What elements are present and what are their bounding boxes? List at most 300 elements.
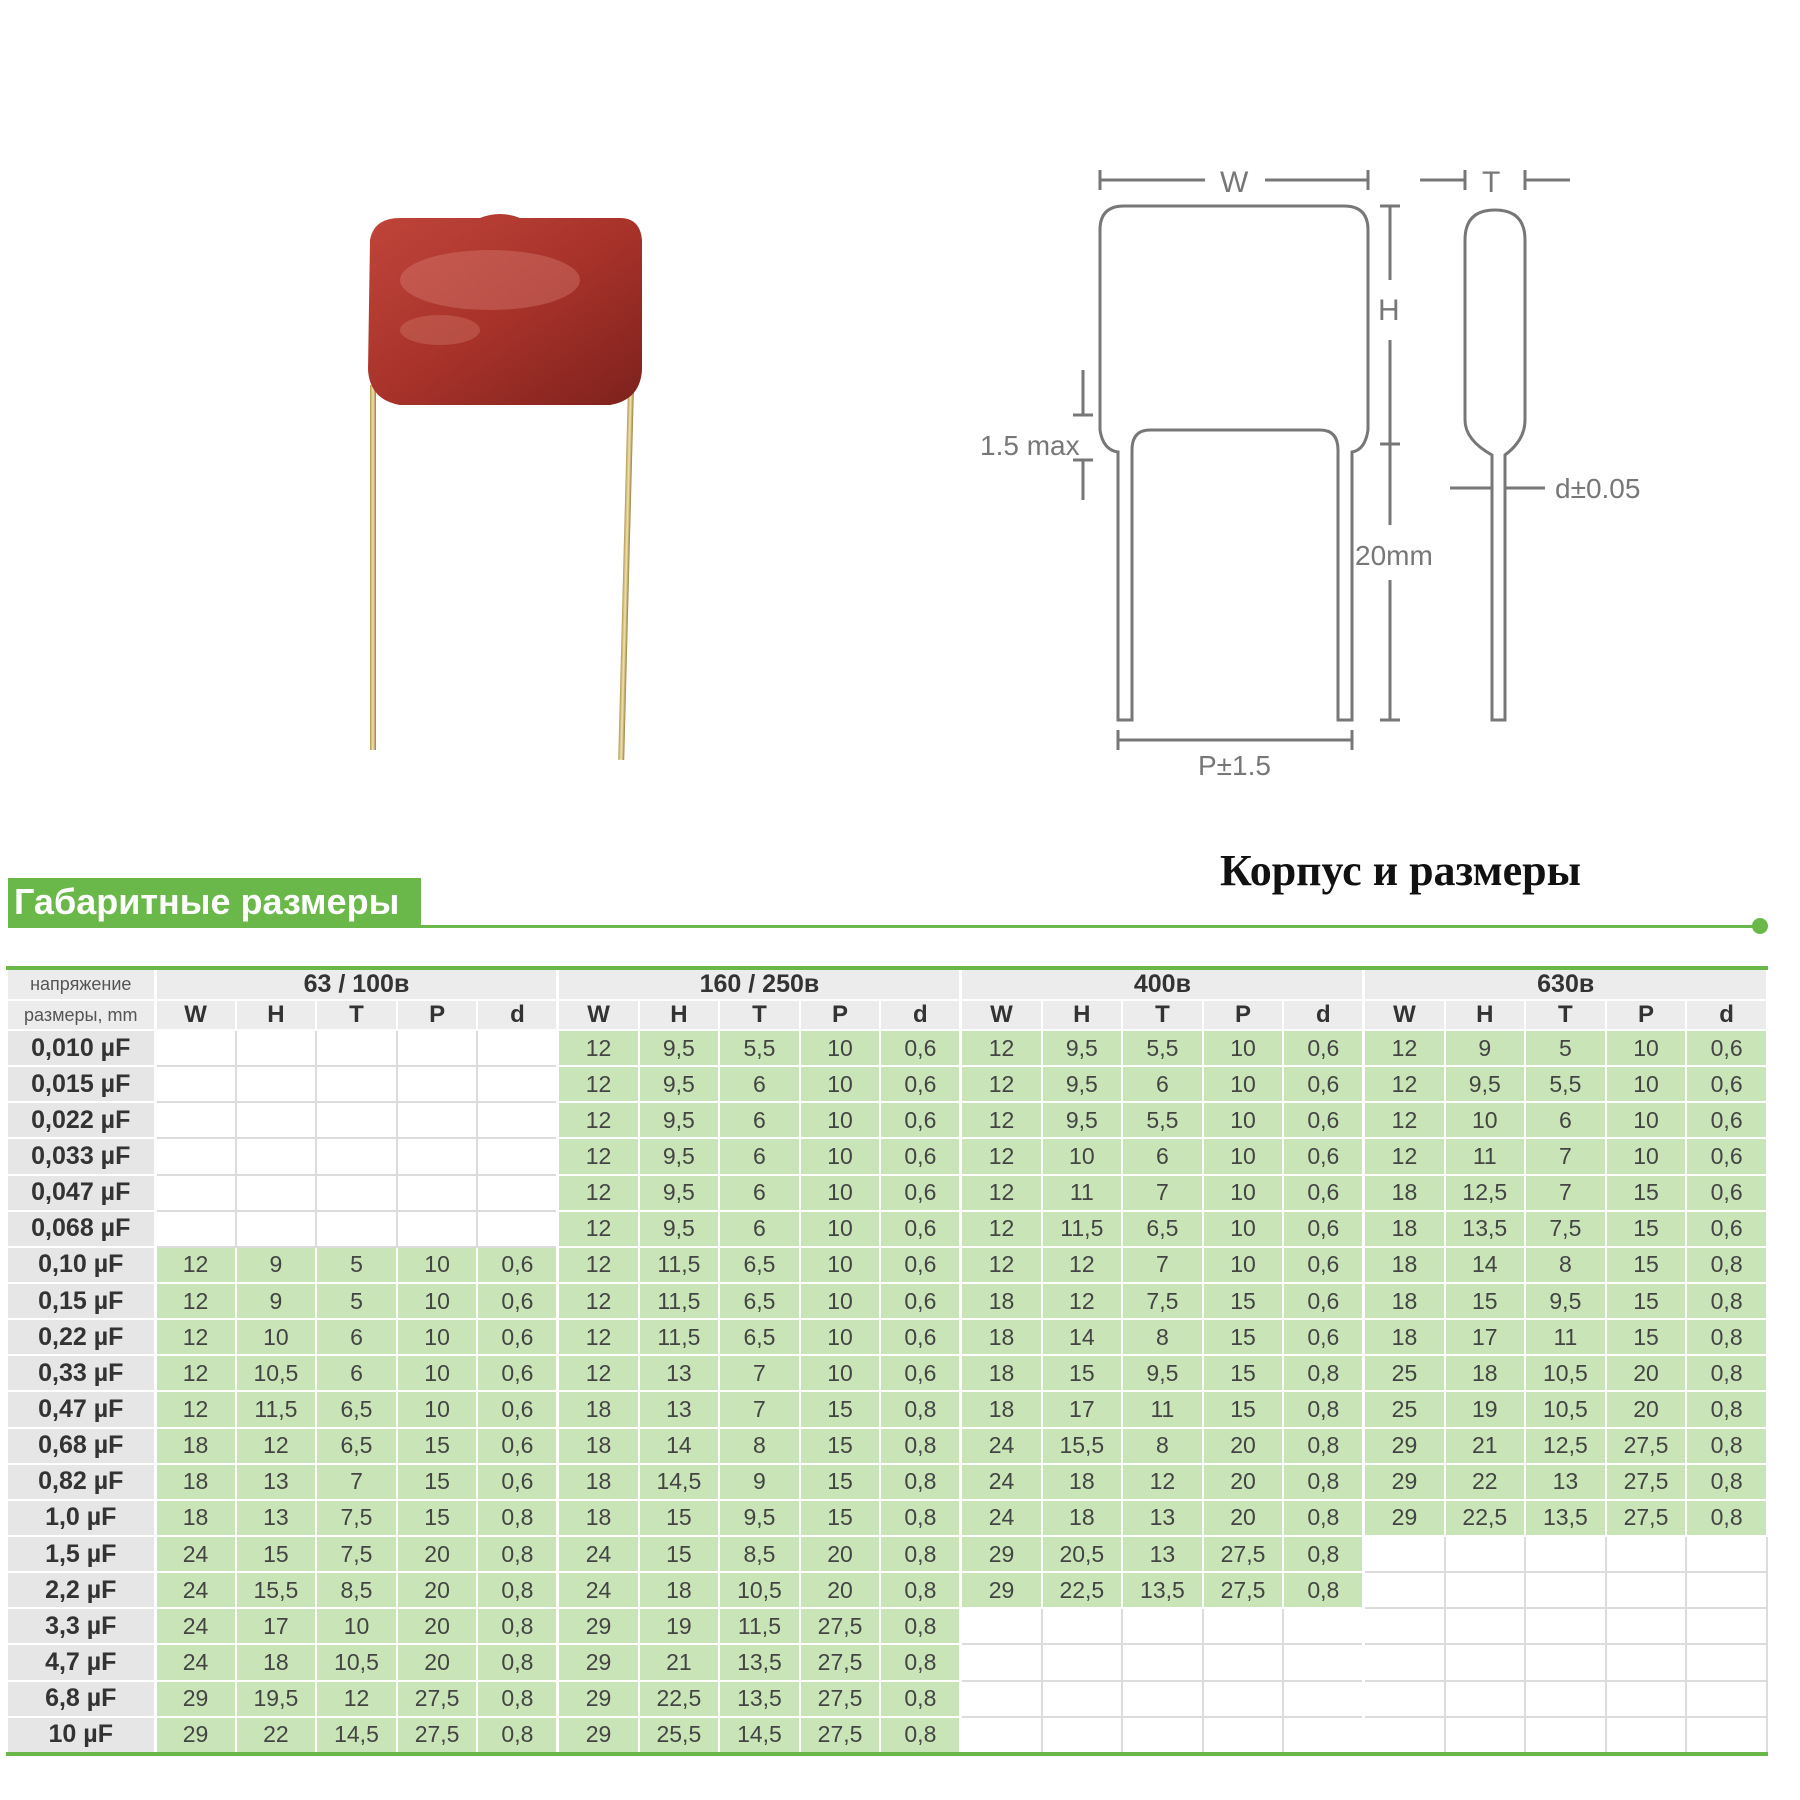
dimension-cell: 12 — [961, 1138, 1042, 1174]
dimension-cell: 18 — [1364, 1319, 1445, 1355]
dimension-cell: 9,5 — [639, 1211, 720, 1247]
dimension-cell — [1203, 1644, 1284, 1680]
dimension-header: T — [1525, 1000, 1606, 1030]
voltage-group-header: 630в — [1364, 968, 1767, 1000]
dimension-cell: 27,5 — [800, 1608, 881, 1644]
capacitance-cell: 0,022 µF — [7, 1102, 155, 1138]
dimension-cell: 10 — [397, 1319, 478, 1355]
size-label: размеры, mm — [7, 1000, 155, 1030]
dimension-cell: 12 — [961, 1030, 1042, 1066]
dimension-cell — [961, 1608, 1042, 1644]
dimension-cell: 10,5 — [719, 1572, 800, 1608]
dimension-cell: 12 — [1042, 1247, 1123, 1283]
dimension-header-row — [7, 1000, 1767, 1030]
dimension-cell: 12 — [1364, 1138, 1445, 1174]
capacitance-cell: 6,8 µF — [7, 1681, 155, 1717]
dimension-cell — [1042, 1717, 1123, 1754]
dimension-cell: 15 — [1606, 1211, 1687, 1247]
dimension-cell: 12 — [961, 1066, 1042, 1102]
dimension-cell: 20 — [1203, 1428, 1284, 1464]
dimension-header: T — [316, 1000, 397, 1030]
capacitance-cell: 4,7 µF — [7, 1644, 155, 1680]
dimension-cell: 8 — [1122, 1428, 1203, 1464]
dimension-cell — [397, 1211, 478, 1247]
dimension-cell: 6,5 — [719, 1283, 800, 1319]
dimension-drawing — [960, 170, 1740, 830]
table-row — [7, 1536, 1767, 1572]
capacitance-cell: 0,68 µF — [7, 1428, 155, 1464]
dimension-cell: 13,5 — [1122, 1572, 1203, 1608]
dimension-header: W — [558, 1000, 639, 1030]
dimension-cell: 10 — [800, 1247, 881, 1283]
dimension-cell: 12 — [558, 1102, 639, 1138]
dimension-cell: 11 — [1445, 1138, 1526, 1174]
dimension-cell: 10 — [1445, 1102, 1526, 1138]
capacitance-cell: 2,2 µF — [7, 1572, 155, 1608]
dimension-cell: 10 — [1203, 1211, 1284, 1247]
dimension-cell — [155, 1066, 236, 1102]
dimension-cell: 15,5 — [236, 1572, 317, 1608]
capacitor-photo — [340, 210, 680, 770]
dimension-cell: 27,5 — [1606, 1500, 1687, 1536]
dimension-cell: 20 — [397, 1572, 478, 1608]
divider-dot — [1752, 918, 1768, 934]
dimension-cell: 10 — [800, 1102, 881, 1138]
dimension-header: d — [1283, 1000, 1364, 1030]
capacitance-cell: 3,3 µF — [7, 1608, 155, 1644]
dimension-cell: 11,5 — [639, 1247, 720, 1283]
dimension-cell — [1283, 1644, 1364, 1680]
dimension-cell: 24 — [155, 1644, 236, 1680]
dimension-cell: 6 — [719, 1211, 800, 1247]
dimension-cell: 6,5 — [316, 1391, 397, 1427]
dimension-cell: 8 — [1122, 1319, 1203, 1355]
dimension-cell: 12 — [155, 1355, 236, 1391]
voltage-label: напряжение — [7, 968, 155, 1000]
table-row — [7, 1608, 1767, 1644]
dimension-cell — [1364, 1572, 1445, 1608]
dimension-cell: 9 — [1445, 1030, 1526, 1066]
dimension-cell: 6 — [719, 1102, 800, 1138]
dimension-cell: 15 — [1203, 1355, 1284, 1391]
dimension-cell: 15 — [397, 1464, 478, 1500]
dimension-cell: 0,8 — [880, 1572, 961, 1608]
dimension-cell — [1686, 1681, 1767, 1717]
dimension-cell — [477, 1211, 558, 1247]
dimension-cell: 10 — [397, 1355, 478, 1391]
table-row — [7, 1175, 1767, 1211]
dimension-cell — [316, 1175, 397, 1211]
dimension-cell: 20 — [1203, 1500, 1284, 1536]
dimension-cell: 12 — [558, 1175, 639, 1211]
dimension-cell: 13,5 — [719, 1644, 800, 1680]
dimension-cell — [1525, 1717, 1606, 1754]
dimension-header: P — [397, 1000, 478, 1030]
dimension-cell: 0,8 — [1283, 1500, 1364, 1536]
dimension-cell: 9,5 — [1042, 1066, 1123, 1102]
dimension-cell: 5 — [316, 1283, 397, 1319]
dimension-header: W — [1364, 1000, 1445, 1030]
table-row — [7, 1030, 1767, 1066]
dimension-cell: 29 — [558, 1681, 639, 1717]
dimension-cell: 12 — [155, 1319, 236, 1355]
dimension-cell — [1445, 1608, 1526, 1644]
dimension-cell: 9,5 — [1042, 1102, 1123, 1138]
table-row — [7, 1138, 1767, 1174]
dimension-cell — [1122, 1717, 1203, 1754]
dimension-cell: 20 — [800, 1536, 881, 1572]
dimension-cell: 7,5 — [316, 1500, 397, 1536]
dimension-cell — [1686, 1717, 1767, 1754]
dimension-cell — [397, 1030, 478, 1066]
dimension-cell: 10 — [316, 1608, 397, 1644]
dimension-cell: 15 — [639, 1536, 720, 1572]
dimension-cell: 27,5 — [397, 1717, 478, 1754]
dimension-cell: 15 — [800, 1391, 881, 1427]
dimension-cell: 18 — [961, 1283, 1042, 1319]
dimension-cell: 0,8 — [477, 1608, 558, 1644]
dimension-cell — [1203, 1608, 1284, 1644]
section-title: Габаритные размеры — [8, 878, 421, 926]
dimension-cell: 15 — [1445, 1283, 1526, 1319]
dimension-cell: 15 — [1203, 1391, 1284, 1427]
dimension-cell: 12 — [1364, 1030, 1445, 1066]
dimension-cell — [961, 1717, 1042, 1754]
dimension-cell: 0,6 — [477, 1428, 558, 1464]
dimension-cell: 24 — [155, 1572, 236, 1608]
dimension-cell: 15 — [1606, 1247, 1687, 1283]
dimension-cell: 12 — [1122, 1464, 1203, 1500]
lead-gap-label: 1.5 max — [980, 430, 1080, 461]
capacitance-cell: 0,010 µF — [7, 1030, 155, 1066]
dimension-cell: 10 — [1203, 1247, 1284, 1283]
dimension-cell — [1525, 1572, 1606, 1608]
dimension-cell: 20 — [397, 1608, 478, 1644]
dimension-cell: 0,8 — [880, 1500, 961, 1536]
dimension-cell: 15 — [1203, 1319, 1284, 1355]
dimension-cell: 27,5 — [800, 1644, 881, 1680]
dimension-cell: 15 — [397, 1428, 478, 1464]
dimension-header: P — [1606, 1000, 1687, 1030]
dimension-cell: 0,6 — [477, 1355, 558, 1391]
capacitance-cell: 1,0 µF — [7, 1500, 155, 1536]
table-row — [7, 1428, 1767, 1464]
table-row — [7, 1211, 1767, 1247]
dimension-cell: 15 — [1203, 1283, 1284, 1319]
dimension-cell: 0,8 — [477, 1536, 558, 1572]
h-label: H — [1378, 294, 1400, 327]
dimension-cell: 18 — [155, 1500, 236, 1536]
dimension-cell: 18 — [1364, 1175, 1445, 1211]
dimension-cell — [1606, 1681, 1687, 1717]
dimension-cell: 15 — [800, 1500, 881, 1536]
dimension-cell — [1525, 1644, 1606, 1680]
dimension-cell: 5,5 — [719, 1030, 800, 1066]
dimension-cell: 0,8 — [1686, 1319, 1767, 1355]
dimension-cell: 0,6 — [880, 1247, 961, 1283]
dimension-cell — [155, 1138, 236, 1174]
dimension-cell: 10 — [800, 1175, 881, 1211]
dimension-cell: 18 — [961, 1355, 1042, 1391]
dimension-cell — [477, 1138, 558, 1174]
dimension-cell: 14 — [1042, 1319, 1123, 1355]
dimension-cell: 24 — [558, 1536, 639, 1572]
dimension-cell — [236, 1138, 317, 1174]
dimension-cell: 12 — [558, 1066, 639, 1102]
dimension-cell: 0,8 — [1283, 1572, 1364, 1608]
dimension-cell: 10 — [1606, 1102, 1687, 1138]
dimension-header: P — [1203, 1000, 1284, 1030]
dimension-cell: 6 — [719, 1066, 800, 1102]
t-label: T — [1482, 170, 1501, 199]
corpus-title: Корпус и размеры — [1220, 846, 1581, 895]
dimension-cell — [1525, 1608, 1606, 1644]
dimension-cell: 0,6 — [880, 1319, 961, 1355]
dimension-cell: 0,6 — [880, 1066, 961, 1102]
dimension-cell: 10 — [800, 1066, 881, 1102]
dimension-cell: 0,8 — [1686, 1247, 1767, 1283]
dimension-cell: 0,6 — [880, 1211, 961, 1247]
dimension-cell — [316, 1138, 397, 1174]
dimension-cell: 0,8 — [880, 1428, 961, 1464]
dimension-cell: 15 — [800, 1464, 881, 1500]
dimension-cell: 15 — [1606, 1175, 1687, 1211]
dimension-cell: 0,6 — [477, 1283, 558, 1319]
dimension-header: H — [1445, 1000, 1526, 1030]
dimension-cell — [1364, 1644, 1445, 1680]
dimension-cell: 11,5 — [639, 1319, 720, 1355]
dimension-cell — [1364, 1717, 1445, 1754]
dimension-cell: 15 — [800, 1428, 881, 1464]
dimension-cell: 11 — [1042, 1175, 1123, 1211]
dimension-cell: 10 — [800, 1355, 881, 1391]
dimension-cell: 18 — [1364, 1211, 1445, 1247]
dimension-cell: 12 — [155, 1247, 236, 1283]
capacitance-cell: 0,047 µF — [7, 1175, 155, 1211]
dimension-cell — [236, 1066, 317, 1102]
dimension-cell: 10 — [1203, 1175, 1284, 1211]
dimension-cell: 14,5 — [316, 1717, 397, 1754]
table-row — [7, 1464, 1767, 1500]
lead-length-label: 20mm — [1355, 540, 1433, 571]
dimension-cell: 10 — [800, 1211, 881, 1247]
capacitance-cell: 0,033 µF — [7, 1138, 155, 1174]
dimension-cell — [397, 1066, 478, 1102]
dimension-cell: 0,8 — [880, 1391, 961, 1427]
dimension-cell: 18 — [236, 1644, 317, 1680]
dimension-cell: 5,5 — [1525, 1066, 1606, 1102]
dimension-cell: 12 — [558, 1355, 639, 1391]
dimension-header: d — [1686, 1000, 1767, 1030]
dimension-cell — [1203, 1717, 1284, 1754]
dimension-cell: 6 — [316, 1355, 397, 1391]
dimension-cell: 6,5 — [316, 1428, 397, 1464]
dimension-cell: 22 — [1445, 1464, 1526, 1500]
dimension-cell: 6,5 — [719, 1247, 800, 1283]
dimension-cell: 12 — [1042, 1283, 1123, 1319]
dimension-cell: 24 — [155, 1608, 236, 1644]
dimension-cell — [1122, 1608, 1203, 1644]
dimension-cell: 29 — [1364, 1500, 1445, 1536]
dimension-cell: 0,6 — [1283, 1319, 1364, 1355]
dimension-cell: 13 — [1122, 1536, 1203, 1572]
dimension-cell: 9,5 — [1525, 1283, 1606, 1319]
dimension-cell — [1283, 1681, 1364, 1717]
dimension-cell: 18 — [155, 1464, 236, 1500]
dimension-cell: 0,8 — [880, 1536, 961, 1572]
dimension-cell — [1606, 1608, 1687, 1644]
dimension-cell: 11 — [1525, 1319, 1606, 1355]
dimension-cell: 5 — [316, 1247, 397, 1283]
dimension-header: d — [477, 1000, 558, 1030]
dimension-cell: 29 — [155, 1717, 236, 1754]
dimension-cell: 0,8 — [1686, 1428, 1767, 1464]
dimension-cell: 0,6 — [1686, 1138, 1767, 1174]
dimension-cell: 9,5 — [639, 1066, 720, 1102]
dimension-cell: 0,6 — [1283, 1211, 1364, 1247]
dimension-cell: 18 — [1042, 1500, 1123, 1536]
dimension-cell: 5,5 — [1122, 1102, 1203, 1138]
dimension-cell: 9,5 — [1042, 1030, 1123, 1066]
dimension-cell: 13 — [1122, 1500, 1203, 1536]
dimension-cell: 18 — [1364, 1283, 1445, 1319]
table-row — [7, 1717, 1767, 1754]
dimension-cell: 24 — [155, 1536, 236, 1572]
dimension-cell: 0,6 — [477, 1391, 558, 1427]
dimension-cell: 0,6 — [880, 1138, 961, 1174]
dimension-cell: 0,8 — [1686, 1283, 1767, 1319]
dimension-cell: 15 — [639, 1500, 720, 1536]
dimension-cell: 13 — [639, 1355, 720, 1391]
dimension-cell: 10,5 — [236, 1355, 317, 1391]
dimension-cell: 0,6 — [1283, 1283, 1364, 1319]
dimension-cell: 12 — [1364, 1066, 1445, 1102]
dimension-cell — [477, 1175, 558, 1211]
dimension-cell: 10 — [236, 1319, 317, 1355]
dimension-cell: 18 — [558, 1500, 639, 1536]
dimension-cell: 14 — [1445, 1247, 1526, 1283]
dimension-cell: 0,6 — [1283, 1247, 1364, 1283]
dimension-cell: 27,5 — [800, 1681, 881, 1717]
dimension-cell — [1686, 1644, 1767, 1680]
dimension-cell — [316, 1211, 397, 1247]
capacitance-cell: 0,82 µF — [7, 1464, 155, 1500]
table-row — [7, 1247, 1767, 1283]
dimension-header: H — [1042, 1000, 1123, 1030]
dimension-cell: 7 — [719, 1391, 800, 1427]
dimension-cell — [1445, 1681, 1526, 1717]
dimension-cell — [1042, 1681, 1123, 1717]
voltage-group-header: 400в — [961, 968, 1364, 1000]
dimension-header: T — [1122, 1000, 1203, 1030]
dimension-cell — [397, 1102, 478, 1138]
dimension-cell: 6,5 — [719, 1319, 800, 1355]
dimension-cell — [1606, 1717, 1687, 1754]
dimension-cell: 0,6 — [880, 1175, 961, 1211]
dimension-header: H — [639, 1000, 720, 1030]
dimensions-table — [6, 966, 1768, 1756]
dimension-cell: 12 — [1364, 1102, 1445, 1138]
dimension-cell: 25 — [1364, 1391, 1445, 1427]
table-row — [7, 1500, 1767, 1536]
dimension-cell: 15 — [397, 1500, 478, 1536]
dimension-cell: 0,6 — [1283, 1066, 1364, 1102]
voltage-header-row — [7, 968, 1767, 1000]
dimension-cell — [155, 1030, 236, 1066]
dimension-cell: 19 — [1445, 1391, 1526, 1427]
dimension-cell: 25,5 — [639, 1717, 720, 1754]
capacitance-cell: 0,15 µF — [7, 1283, 155, 1319]
dimension-cell: 11,5 — [719, 1608, 800, 1644]
dimension-cell: 10 — [1203, 1030, 1284, 1066]
dimension-cell: 6 — [1525, 1102, 1606, 1138]
dimension-cell: 9,5 — [719, 1500, 800, 1536]
table-row — [7, 1319, 1767, 1355]
dimension-cell — [1364, 1536, 1445, 1572]
dimension-cell: 12 — [155, 1391, 236, 1427]
dimension-cell — [961, 1681, 1042, 1717]
dimension-cell: 27,5 — [800, 1717, 881, 1754]
dimension-cell: 29 — [961, 1572, 1042, 1608]
dimension-cell: 18 — [558, 1391, 639, 1427]
dimension-cell: 20 — [1606, 1391, 1687, 1427]
dimension-cell: 0,8 — [1283, 1428, 1364, 1464]
dimension-cell: 27,5 — [397, 1681, 478, 1717]
dimension-cell: 6 — [719, 1175, 800, 1211]
dimension-cell: 12 — [155, 1283, 236, 1319]
dimension-cell: 10 — [1042, 1138, 1123, 1174]
dimension-cell: 12 — [316, 1681, 397, 1717]
dimension-cell: 22 — [236, 1717, 317, 1754]
dimension-cell: 29 — [558, 1608, 639, 1644]
dimension-cell: 12,5 — [1525, 1428, 1606, 1464]
dimension-cell: 0,6 — [1686, 1030, 1767, 1066]
dimension-cell: 11,5 — [1042, 1211, 1123, 1247]
dimension-cell: 10,5 — [316, 1644, 397, 1680]
dimension-cell — [1283, 1608, 1364, 1644]
dimension-cell: 12 — [558, 1283, 639, 1319]
voltage-group-header: 160 / 250в — [558, 968, 961, 1000]
dimension-cell — [1606, 1644, 1687, 1680]
dimension-cell: 0,8 — [477, 1681, 558, 1717]
table-row — [7, 1102, 1767, 1138]
capacitance-cell: 10 µF — [7, 1717, 155, 1754]
dimension-cell: 0,8 — [1686, 1355, 1767, 1391]
dimension-cell: 12 — [558, 1030, 639, 1066]
dimension-cell — [316, 1066, 397, 1102]
dimension-cell — [1203, 1681, 1284, 1717]
dimension-cell: 10 — [397, 1391, 478, 1427]
capacitance-cell: 1,5 µF — [7, 1536, 155, 1572]
dimension-cell: 10 — [397, 1283, 478, 1319]
capacitance-cell: 0,22 µF — [7, 1319, 155, 1355]
dimension-cell: 7 — [719, 1355, 800, 1391]
capacitance-cell: 0,33 µF — [7, 1355, 155, 1391]
dimension-cell: 22,5 — [639, 1681, 720, 1717]
dimension-cell: 0,6 — [1686, 1175, 1767, 1211]
dimension-cell: 13 — [1525, 1464, 1606, 1500]
dimension-cell: 20 — [397, 1644, 478, 1680]
dimension-cell — [1445, 1572, 1526, 1608]
dimension-cell: 18 — [1042, 1464, 1123, 1500]
dimension-cell: 29 — [1364, 1464, 1445, 1500]
dimension-cell: 27,5 — [1606, 1428, 1687, 1464]
dimension-cell — [1445, 1717, 1526, 1754]
dimension-cell: 12 — [558, 1247, 639, 1283]
dimension-cell: 0,6 — [880, 1283, 961, 1319]
dimension-cell — [1445, 1536, 1526, 1572]
table-row — [7, 1681, 1767, 1717]
